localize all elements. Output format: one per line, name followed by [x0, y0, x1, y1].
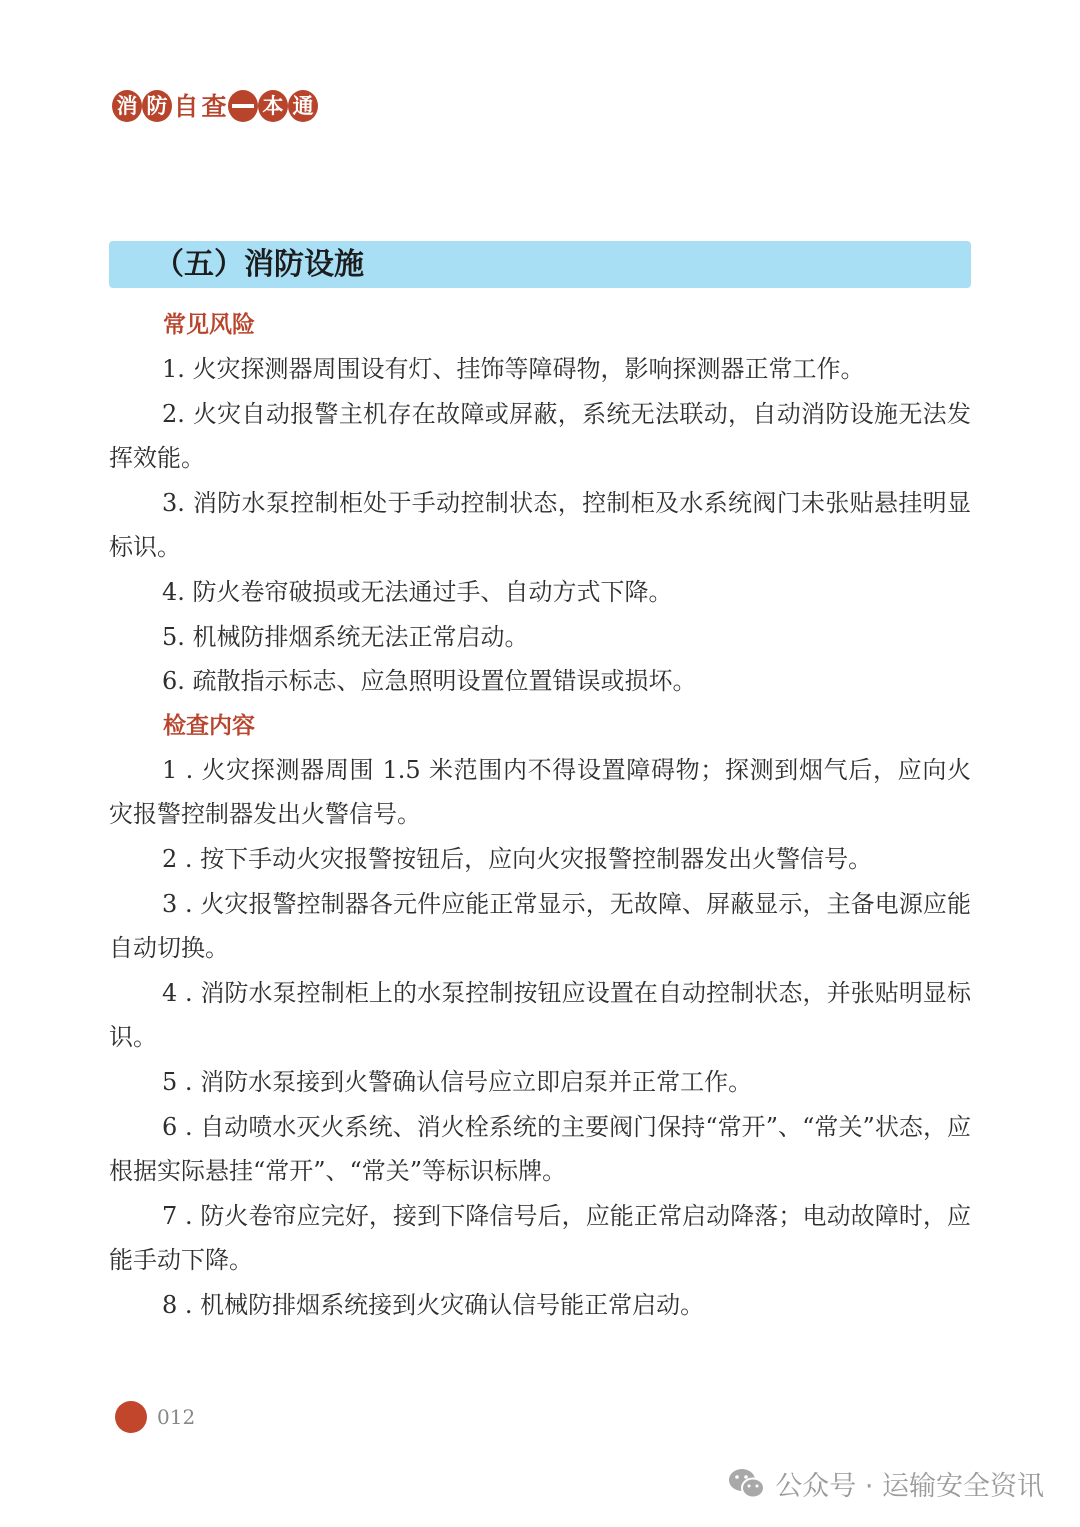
- wechat-icon: [727, 1467, 767, 1501]
- logo-char: 本: [258, 90, 288, 122]
- logo-char: 消: [112, 90, 142, 122]
- risk-item: 6. 疏散指示标志、应急照明设置位置错误或损坏。: [162, 667, 697, 696]
- risk-item: 5. 机械防排烟系统无法正常启动。: [162, 622, 529, 651]
- check-item: 7 . 防火卷帘应完好，接到下降信号后，应能正常启动降落；电动故障时，应能手动下降。: [109, 1201, 971, 1275]
- check-item: 3 . 火灾报警控制器各元件应能正常显示，无故障、屏蔽显示，主备电源应能自动切换。: [109, 889, 971, 963]
- risk-item: 3. 消防水泵控制柜处于手动控制状态，控制柜及水系统阀门未张贴悬挂明显标识。: [109, 488, 971, 562]
- logo-char: 防: [142, 90, 172, 122]
- check-item: 2 . 按下手动火灾报警按钮后，应向火灾报警控制器发出火警信号。: [162, 844, 873, 873]
- page-marker-dot: [115, 1401, 147, 1433]
- section-title: （五）消防设施: [154, 247, 364, 282]
- check-item: 4 . 消防水泵控制柜上的水泵控制按钮应设置在自动控制状态，并张贴明显标识。: [109, 978, 971, 1052]
- section-banner: [109, 241, 971, 288]
- wechat-watermark: [727, 1464, 1044, 1503]
- checks-heading: 检查内容: [163, 712, 255, 739]
- check-item: 1 . 火灾探测器周围 1.5 米范围内不得设置障碍物；探测到烟气后，应向火灾报警控制器发出火警信号。: [109, 755, 971, 829]
- page-number: 012: [157, 1405, 196, 1429]
- risk-item: 4. 防火卷帘破损或无法通过手、自动方式下降。: [162, 577, 673, 606]
- risks-heading: 常见风险: [163, 312, 255, 338]
- risk-item: 1. 火灾探测器周围设有灯、挂饰等障碍物，影响探测器正常工作。: [162, 355, 865, 383]
- logo-dash-mark: [228, 90, 258, 122]
- risk-item: 2. 火灾自动报警主机存在故障或屏蔽，系统无法联动，自动消防设施无法发挥效能。: [109, 399, 971, 473]
- logo-char: 通: [288, 90, 318, 122]
- logo-char: 查: [201, 91, 227, 121]
- page-content: [109, 303, 971, 1327]
- check-item: 5 . 消防水泵接到火警确认信号应立即启泵并正常工作。: [162, 1067, 753, 1096]
- check-item: 6 . 自动喷水灭火系统、消火栓系统的主要阀门保持“常开”、“常关”状态，应根据实际悬挂“常开”、“常关”等标识标牌。: [109, 1112, 971, 1186]
- logo-char: 自: [173, 91, 199, 121]
- book-series-logo: [112, 88, 318, 124]
- check-item: 8 . 机械防排烟系统接到火灾确认信号能正常启动。: [162, 1290, 705, 1319]
- watermark-text: 公众号 · 运输安全资讯: [775, 1471, 1044, 1502]
